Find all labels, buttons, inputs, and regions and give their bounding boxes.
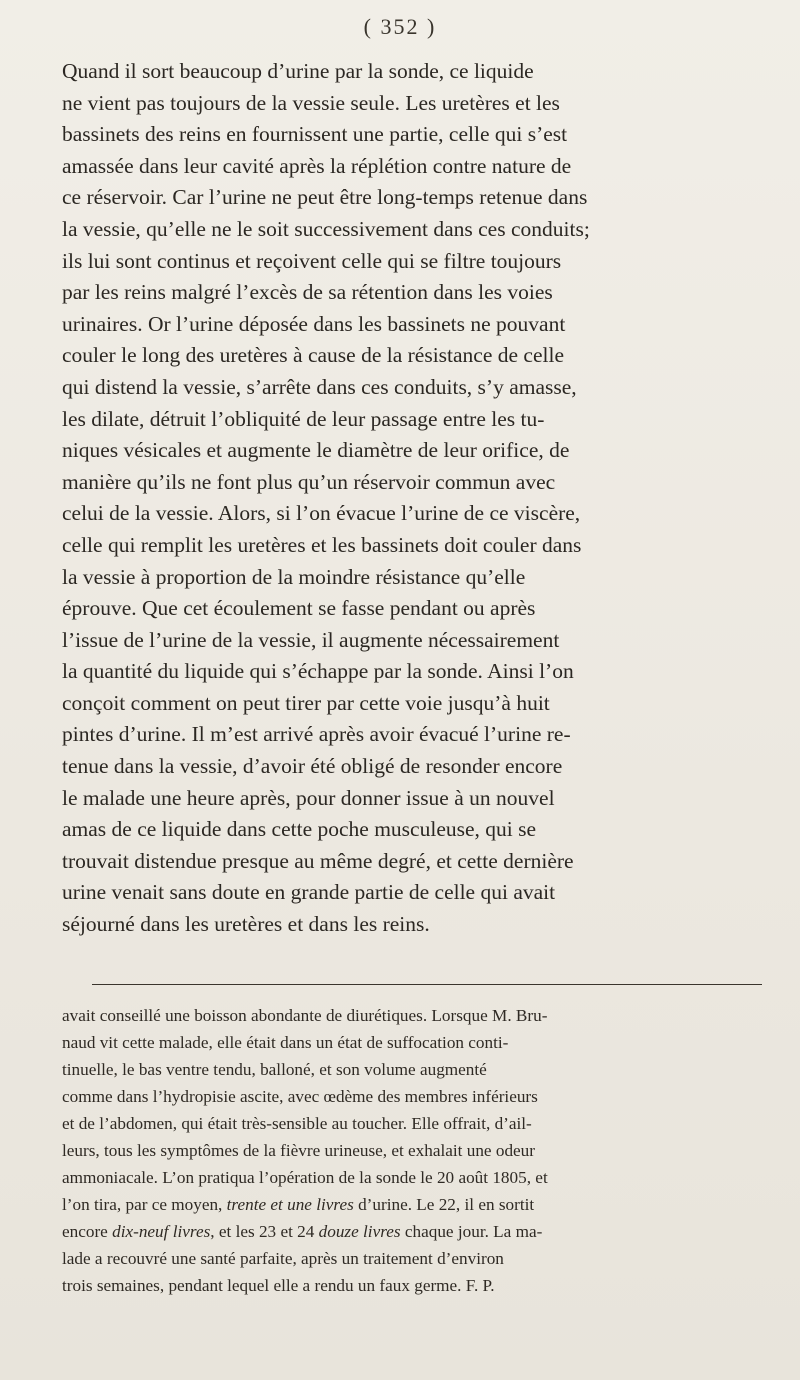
- text-line: urine venait sans doute en grande partie de celle qui avait: [62, 880, 556, 905]
- text-line: la quantité du liquide qui s’échappe par la sonde. Ainsi l’on: [62, 659, 574, 684]
- footnote-text: encore: [62, 1222, 108, 1241]
- footnote-emphasis: douze livres: [318, 1222, 401, 1241]
- text-line: amassée dans leur cavité après la réplétion contre nature de: [62, 153, 572, 178]
- text-line: la vessie à proportion de la moindre résistance qu’elle: [62, 564, 526, 589]
- text-line: manière qu’ils ne font plus qu’un réservoir commun avec: [62, 469, 556, 494]
- footnote-text: , et les 23 et 24: [210, 1222, 315, 1241]
- footnote: [62, 1002, 754, 1299]
- text-line: conçoit comment on peut tirer par cette voie jusqu’à huit: [62, 690, 550, 715]
- text-line: pintes d’urine. Il m’est arrivé après avoir évacué l’urine re-: [62, 722, 571, 747]
- footnote-divider: [92, 984, 762, 985]
- text-line: niques vésicales et augmente le diamètre de leur orifice, de: [62, 438, 570, 463]
- page-number: ( 352 ): [363, 14, 437, 39]
- footnote-emphasis: trente et une livres: [226, 1195, 354, 1214]
- text-line: bassinets des reins en fournissent une partie, celle qui s’est: [62, 122, 568, 147]
- text-line: amas de ce liquide dans cette poche musculeuse, qui se: [62, 817, 537, 842]
- text-line: le malade une heure après, pour donner issue à un nouvel: [62, 785, 555, 810]
- footnote-line: naud vit cette malade, elle était dans un état de suffocation conti-: [62, 1033, 509, 1052]
- text-line: ils lui sont continus et reçoivent celle qui se filtre toujours: [62, 248, 562, 273]
- text-line: par les reins malgré l’excès de sa rétention dans les voies: [62, 280, 553, 305]
- text-line: l’issue de l’urine de la vessie, il augmente nécessairement: [62, 627, 560, 652]
- text-line: les dilate, détruit l’obliquité de leur passage entre les tu-: [62, 406, 545, 431]
- text-line: ce réservoir. Car l’urine ne peut être long-temps retenue dans: [62, 185, 588, 210]
- text-line: qui distend la vessie, s’arrête dans ces conduits, s’y amasse,: [62, 374, 577, 399]
- footnote-line: tinuelle, le bas ventre tendu, balloné, et son volume augmenté: [62, 1060, 487, 1079]
- footnote-line: leurs, tous les symptômes de la fièvre urineuse, et exhalait une odeur: [62, 1141, 535, 1160]
- text-line: tenue dans la vessie, d’avoir été obligé de resonder encore: [62, 754, 563, 779]
- text-line: trouvait distendue presque au même degré, et cette dernière: [62, 848, 574, 873]
- text-line: urinaires. Or l’urine déposée dans les bassinets ne pouvant: [62, 311, 566, 336]
- footnote-emphasis: dix-neuf livres: [112, 1222, 211, 1241]
- footnote-line: lade a recouvré une santé parfaite, après un traitement d’environ: [62, 1249, 504, 1268]
- text-line: celui de la vessie. Alors, si l’on évacue l’urine de ce viscère,: [62, 501, 581, 526]
- footnote-line: trois semaines, pendant lequel elle a rendu un faux germe. F. P.: [62, 1276, 495, 1295]
- footnote-line: [62, 1218, 754, 1245]
- footnote-line: comme dans l’hydropisie ascite, avec œdème des membres inférieurs: [62, 1087, 538, 1106]
- text-line: couler le long des uretères à cause de la résistance de celle: [62, 343, 565, 368]
- main-paragraph: [62, 56, 738, 941]
- footnote-line: ammoniacale. L’on pratiqua l’opération de la sonde le 20 août 1805, et: [62, 1168, 548, 1187]
- footnote-line: et de l’abdomen, qui était très-sensible au toucher. Elle offrait, d’ail-: [62, 1114, 532, 1133]
- footnote-line: [62, 1191, 754, 1218]
- footnote-text: d’urine. Le 22, il en sortit: [358, 1195, 535, 1214]
- text-line: celle qui remplit les uretères et les bassinets doit couler dans: [62, 532, 582, 557]
- text-line: Quand il sort beaucoup d’urine par la sonde, ce liquide: [62, 59, 534, 83]
- text-line: la vessie, qu’elle ne le soit successivement dans ces conduits;: [62, 216, 590, 241]
- footnote-text: chaque jour. La ma-: [404, 1222, 543, 1241]
- footnote-line: avait conseillé une boisson abondante de diurétiques. Lorsque M. Bru-: [62, 1006, 548, 1025]
- text-line: éprouve. Que cet écoulement se fasse pendant ou après: [62, 596, 536, 621]
- footnote-text: l’on tira, par ce moyen,: [62, 1195, 223, 1214]
- text-line: ne vient pas toujours de la vessie seule. Les uretères et les: [62, 90, 560, 115]
- text-line: séjourné dans les uretères et dans les reins.: [62, 912, 430, 937]
